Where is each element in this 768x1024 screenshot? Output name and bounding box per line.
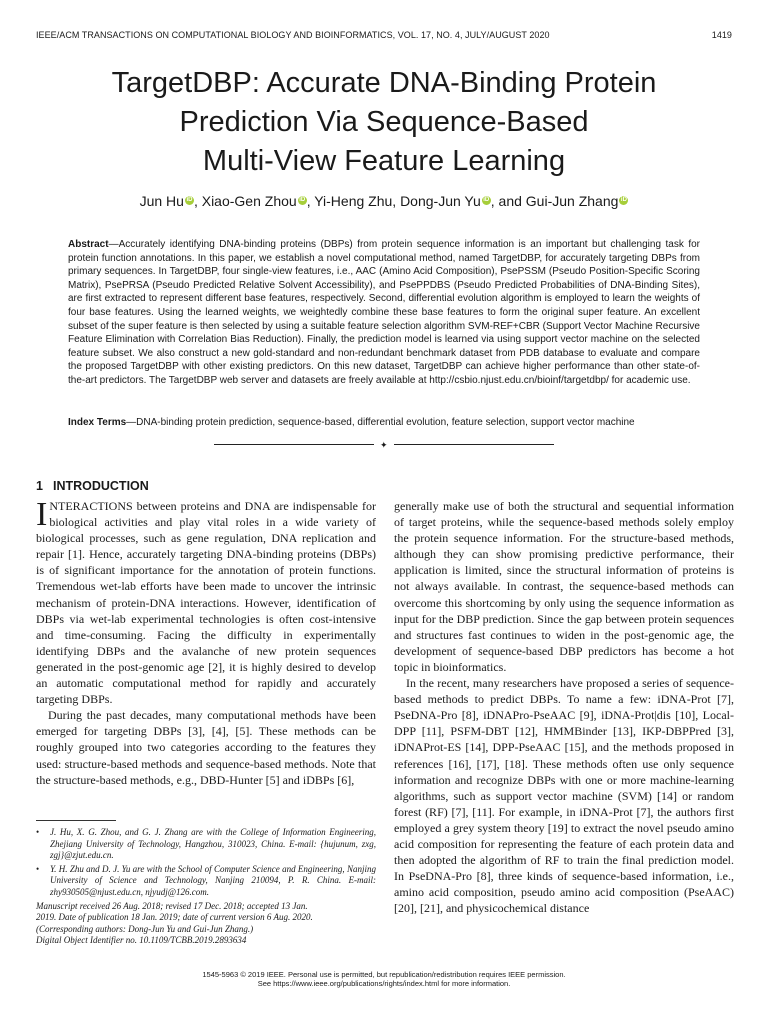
page-number: 1419: [711, 30, 732, 40]
orcid-icon[interactable]: iD: [483, 197, 490, 203]
author-list: [40, 192, 728, 210]
title-line: Prediction Via Sequence-Based: [179, 106, 589, 138]
copyright-notice: [36, 970, 732, 988]
abstract-label: Abstract: [68, 239, 109, 250]
orcid-icon[interactable]: iD: [299, 197, 306, 203]
footnote-rule: [36, 820, 116, 821]
section-number: 1: [36, 479, 43, 493]
drop-cap: I: [36, 496, 48, 533]
section-title-rest: NTRODUCTION: [56, 479, 149, 493]
index-terms-text: —DNA-binding protein prediction, sequence-based, differential evolution, feature selection, support vector machine: [126, 417, 635, 428]
body-paragraph: generally make use of both the structural and sequential information of target proteins, while the sequence-based methods solely employ the protein sequence information. For the structure-based methods, although they can show promising predictive performance, their application is limited, since the structural information of proteins is not always available. In contrast, the sequence-based methods can overcome this shortcoming by only using the sequence information as input for the DBP prediction. Since the gap between protein sequences and structures fast continues to widen in the post-genomic age, the development of sequence-based DBP predictors has become a hot topic in bioinformatics.: [394, 499, 734, 674]
affiliation-note: [36, 864, 376, 899]
copyright-rights-link[interactable]: See https://www.ieee.org/publications/rights/index.html for more information.: [257, 979, 511, 988]
affiliation-text: J. Hu, X. G. Zhou, and G. J. Zhang are with the College of Information Engineering, Zhejiang University of Technology, Hangzhou, 310023, China. E-mail: {hujunum, zxg, zgj}@zjut.edu.cn.: [50, 827, 376, 861]
footnotes: [36, 820, 376, 947]
body-paragraph: During the past decades, many computational methods have been emerged for targeting DBPs [3], [4], [5]. These methods can be roughly grouped into two categories according to the features they used: structure-based methods and sequence-based methods. Note that the structure-based methods, e.g., DBD-Hunter [5] and iDBPs [6],: [36, 708, 376, 787]
author-name: , Xiao-Gen Zhou: [193, 193, 297, 209]
running-header: [36, 30, 732, 44]
title-line: Multi-View Feature Learning: [202, 145, 566, 177]
orcid-icon[interactable]: iD: [186, 197, 193, 203]
diamond-icon: ✦: [380, 440, 388, 450]
body-paragraph: In the recent, many researchers have proposed a series of sequence-based methods to predict DBPs. To name a few: iDNA-Prot [7], PseDNA-Pro [8], iDNAPro-PseAAC [9], iDNA-Prot|dis [10], Local-DPP [11], PSFM-DBT [12], HMMBinder [13], IKP-DBPPred [3], iDNAProt-ES [14], DPP-PseAAC [15], and the methods proposed in references [16], [17], [18]. These methods often use only sequence information and recognize DBPs with one or more machine-learning algorithms, such as support vector machine (SVM) [14] or random forest (RF) [7], [11]. For example, in iDNA-Prot [7], the authors first employed a grey system theory [19] to extract the novel pseudo amino acid composition for representing the feature of each protein data and then adopted the algorithm of RF to train the final prediction model. In PseDNA-Pro [8], three kinds of sequence-based information, i.e., amino acid composition, pseudo amino acid composition (PseAAC) [20], [21], and physicochemical distance: [394, 676, 734, 916]
bullet-icon: •: [36, 827, 40, 837]
index-terms: [68, 416, 700, 429]
affiliation-text: Y. H. Zhu and D. J. Yu are with the School of Computer Science and Engineering, Nanjing University of Science and Technology, Nanjing 210094, P. R. China. E-mail: zhy930505@njust.edu.cn, njyudj@126.com.: [50, 863, 376, 897]
separator-line: [214, 444, 374, 445]
copyright-line: 1545-5963 © 2019 IEEE. Personal use is permitted, but republication/redistribution requires IEEE permission.: [202, 970, 566, 979]
body-paragraph: [36, 498, 376, 707]
author-name: , and Gui-Jun Zhang: [490, 193, 619, 209]
author-name: Jun Hu: [139, 193, 184, 209]
small-caps-lead: NTERACTIONS: [49, 499, 133, 513]
affiliation-note: [36, 827, 376, 862]
paper-title: [40, 64, 728, 181]
section-separator: [214, 440, 554, 450]
bullet-icon: •: [36, 863, 40, 874]
abstract: [68, 238, 700, 388]
right-column: [394, 498, 734, 916]
left-column: [36, 478, 376, 788]
manuscript-note-line: 2019. Date of publication 18 Jan. 2019; date of current version 6 Aug. 2020.: [36, 912, 313, 923]
manuscript-note-line: (Corresponding authors: Dong-Jun Yu and Gui-Jun Zhang.): [36, 923, 254, 934]
separator-line: [394, 444, 554, 445]
manuscript-note-line: Manuscript received 26 Aug. 2018; revised 17 Dec. 2018; accepted 13 Jan.: [36, 900, 308, 911]
manuscript-notes: [36, 901, 376, 947]
section-heading: [36, 478, 376, 494]
abstract-text: —Accurately identifying DNA-binding proteins (DBPs) from protein sequence information is an important but challenging task for protein function annotations. In this paper, we establish a novel computational method, named TargetDBP, for accurately targeting DBPs from primary sequences. In TargetDBP, four single-view features, i.e., AAC (Amino Acid Composition), PsePSSM (Pseudo Position-Specific Scoring Matrix), PsePRSA (Pseudo Predicted Relative Solvent Accessibility), and PsePPDBS (Pseudo Predicted Probabilities of DNA-Binding Sites), are first extracted to represent different base features, respectively. Second, differential evolution algorithm is employed to learn the weights of four base features. Using the learned weights, we weightedly combine these base features to form the original super feature. An excellent subset of the super feature is then selected by using a suitable feature selection algorithm SVM-REF+CBR (Support Vector Machine Recursive Feature Elimination with Correlation Bias Reduction). Finally, the prediction model is learned via using support vector machine on the selected feature subset. We also construct a new gold-standard and non-redundant benchmark dataset from PDB database to evaluate and compare the proposed TargetDBP with other existing predictors. On this new dataset, TargetDBP can achieve higher performance than other state-of-the-art predictors. The TargetDBP web server and datasets are freely available at http://csbio.njust.edu.cn/bioinf/targetdbp/ for academic use.: [68, 239, 700, 386]
index-terms-label: Index Terms: [68, 417, 127, 428]
paragraph-text: between proteins and DNA are indispensable for biological activities and play vital roles in a wide variety of biological processes, such as gene regulation, DNA replication and repair [1]. Hence, accurately targeting DNA-binding proteins (DBPs) is of significant importance for the annotation of protein functions. Tremendous wet-lab efforts have been made to uncover the intrinsic mechanism of protein-DNA interactions. However, identification of DBPs via wet-lab experimental technologies is often cost-intensive and time-consuming. Facing the difficulty in experimentally identifying DBPs and the avalanche of new protein sequences generated in the post-genomic age [2], it is highly desired to develop an automatic computational method for rapidly and accurately targeting DBPs.: [36, 499, 376, 707]
doi-line[interactable]: Digital Object Identifier no. 10.1109/TCBB.2019.2893634: [36, 935, 247, 946]
title-line: TargetDBP: Accurate DNA-Binding Protein: [111, 67, 657, 99]
journal-name: IEEE/ACM TRANSACTIONS ON COMPUTATIONAL BIOLOGY AND BIOINFORMATICS, VOL. 17, NO. 4, JULY/AUGUST 2020: [36, 30, 550, 40]
section-title-initial: I: [52, 479, 57, 493]
author-name: , Yi-Heng Zhu, Dong-Jun Yu: [306, 193, 481, 209]
orcid-icon[interactable]: iD: [620, 197, 627, 203]
